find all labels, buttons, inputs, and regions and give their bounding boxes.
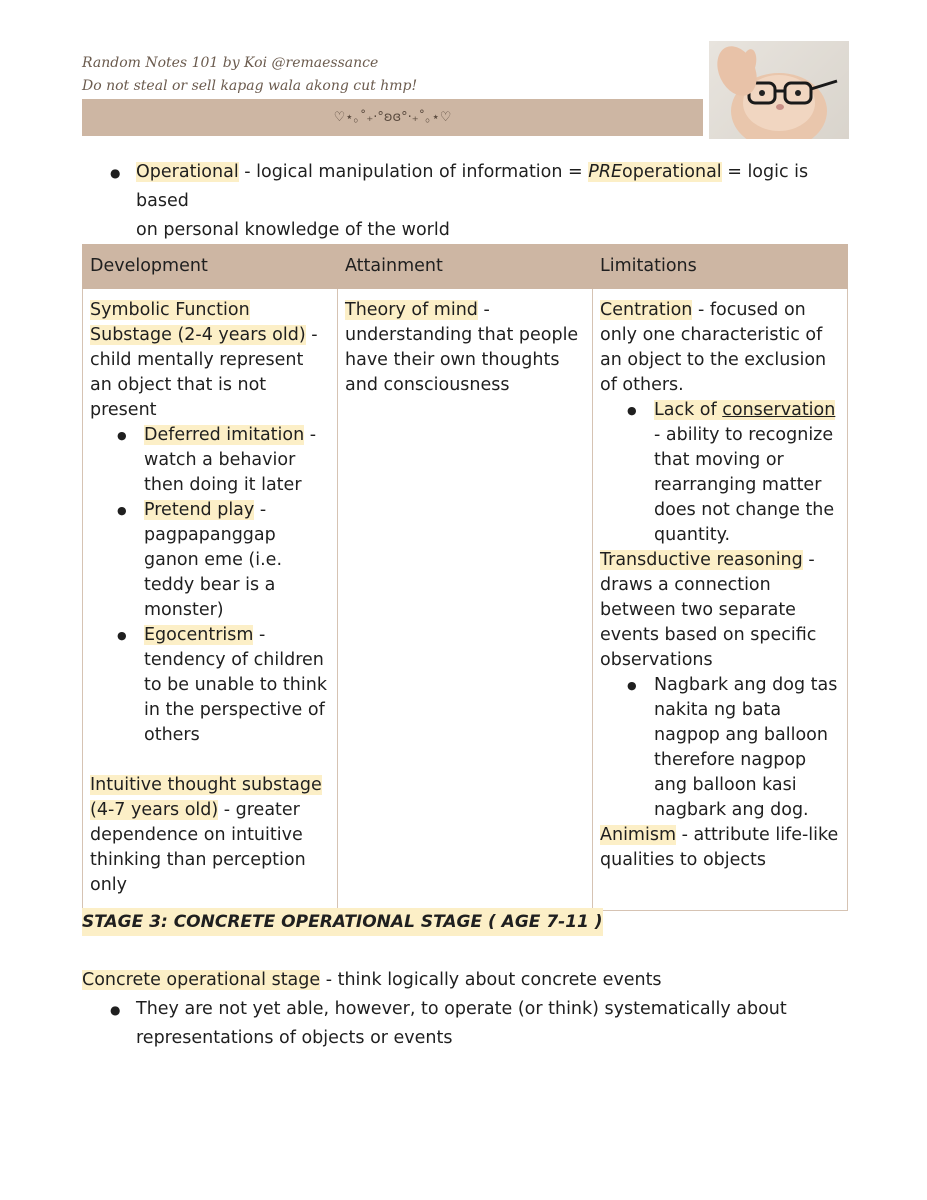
hamster-photo xyxy=(709,41,849,139)
concrete-limitation-line-2: representations of objects or events xyxy=(136,1028,453,1048)
centration-term: Centration xyxy=(600,300,693,320)
list-item xyxy=(144,623,330,748)
intro-definition xyxy=(136,158,836,245)
symbolic-function-text: - child mentally represent an object that is not present xyxy=(90,325,318,420)
header-title: Random Notes 101 by Koi @remaessance xyxy=(82,55,379,71)
centration-entry xyxy=(600,298,840,398)
deferred-imitation-term: Deferred imitation xyxy=(144,425,305,445)
centration-text: - focused on only one characteristic of an object to the exclusion of others. xyxy=(600,300,827,395)
preoperational-table xyxy=(82,244,848,911)
list-item xyxy=(654,398,840,548)
theory-of-mind-term: Theory of mind xyxy=(345,300,478,320)
limitations-cell xyxy=(593,289,848,911)
intuitive-thought-term: Intuitive thought substage (4-7 years old) xyxy=(90,775,322,820)
attainment-cell xyxy=(338,289,593,911)
pretend-play-term: Pretend play xyxy=(144,500,255,520)
deferred-imitation-text: - watch a behavior then doing it later xyxy=(144,425,317,495)
bullet-icon: ● xyxy=(110,1003,121,1017)
intro-text-2: = logic is based xyxy=(136,162,809,211)
egocentrism-term: Egocentrism xyxy=(144,625,254,645)
pre-prefix: PRE xyxy=(588,162,623,182)
symbolic-function-term: Symbolic Function Substage (2-4 years old) xyxy=(90,300,306,345)
preoperational-suffix: operational xyxy=(622,162,722,182)
pretend-play-text: - pagpapanggap ganon eme (i.e. teddy bear is a monster) xyxy=(144,500,283,620)
hamster-illustration-icon xyxy=(709,41,849,139)
concrete-limitation xyxy=(136,995,836,1053)
list-item: ● Nagbark ang dog tas nakita ng bata nagpop ang balloon therefore nagpop ang balloon kasi nagbark ang dog. xyxy=(654,673,840,823)
transductive-entry xyxy=(600,548,840,673)
animism-text: - attribute life-like qualities to objects xyxy=(600,825,839,870)
lack-prefix: Lack of xyxy=(654,400,723,420)
concrete-operational-text: - think logically about concrete events xyxy=(320,970,662,990)
intuitive-thought-entry xyxy=(90,773,330,898)
intro-text-3: on personal knowledge of the world xyxy=(136,220,450,240)
symbolic-function-list xyxy=(90,423,330,748)
concrete-operational-term: Concrete operational stage xyxy=(82,970,321,990)
animism-entry xyxy=(600,823,840,873)
column-header-development: Development xyxy=(83,245,338,289)
development-cell xyxy=(83,289,338,911)
list-item xyxy=(144,423,330,498)
conservation-text: - ability to recognize that moving or rearranging matter does not change the quantity. xyxy=(654,425,835,545)
column-header-limitations: Limitations xyxy=(593,245,848,289)
header-disclaimer: Do not steal or sell kapag wala akong cut hmp! xyxy=(82,78,418,94)
bullet-icon: ● xyxy=(110,166,121,180)
transductive-list xyxy=(600,673,840,823)
concrete-limitation-line-1: They are not yet able, however, to operate (or think) systematically about xyxy=(136,999,787,1019)
concrete-definition xyxy=(82,966,662,995)
term-preoperational xyxy=(588,162,721,182)
intuitive-thought-text: - greater dependence on intuitive thinking than perception only xyxy=(90,800,306,895)
column-header-attainment: Attainment xyxy=(338,245,593,289)
animism-term: Animism xyxy=(600,825,676,845)
symbolic-function-entry xyxy=(90,298,330,423)
decorative-banner: ♡⋆｡˚₊‧°ʚɞ°‧₊˚｡⋆♡ xyxy=(82,99,703,136)
lack-of-conservation-term xyxy=(654,400,835,420)
stage-3-heading: STAGE 3: CONCRETE OPERATIONAL STAGE ( AGE 7-11 ) xyxy=(82,908,603,936)
theory-of-mind-text: - understanding that people have their own thoughts and consciousness xyxy=(345,300,579,395)
transductive-term: Transductive reasoning xyxy=(600,550,803,570)
centration-list xyxy=(600,398,840,548)
intro-text-1: - logical manipulation of information = xyxy=(238,162,589,182)
term-operational: Operational xyxy=(136,162,239,182)
transductive-text: - draws a connection between two separate events based on specific observations xyxy=(600,550,817,670)
egocentrism-text: - tendency of children to be unable to think in the perspective of others xyxy=(144,625,327,745)
list-item xyxy=(144,498,330,623)
conservation-link[interactable]: conservation xyxy=(722,400,836,420)
